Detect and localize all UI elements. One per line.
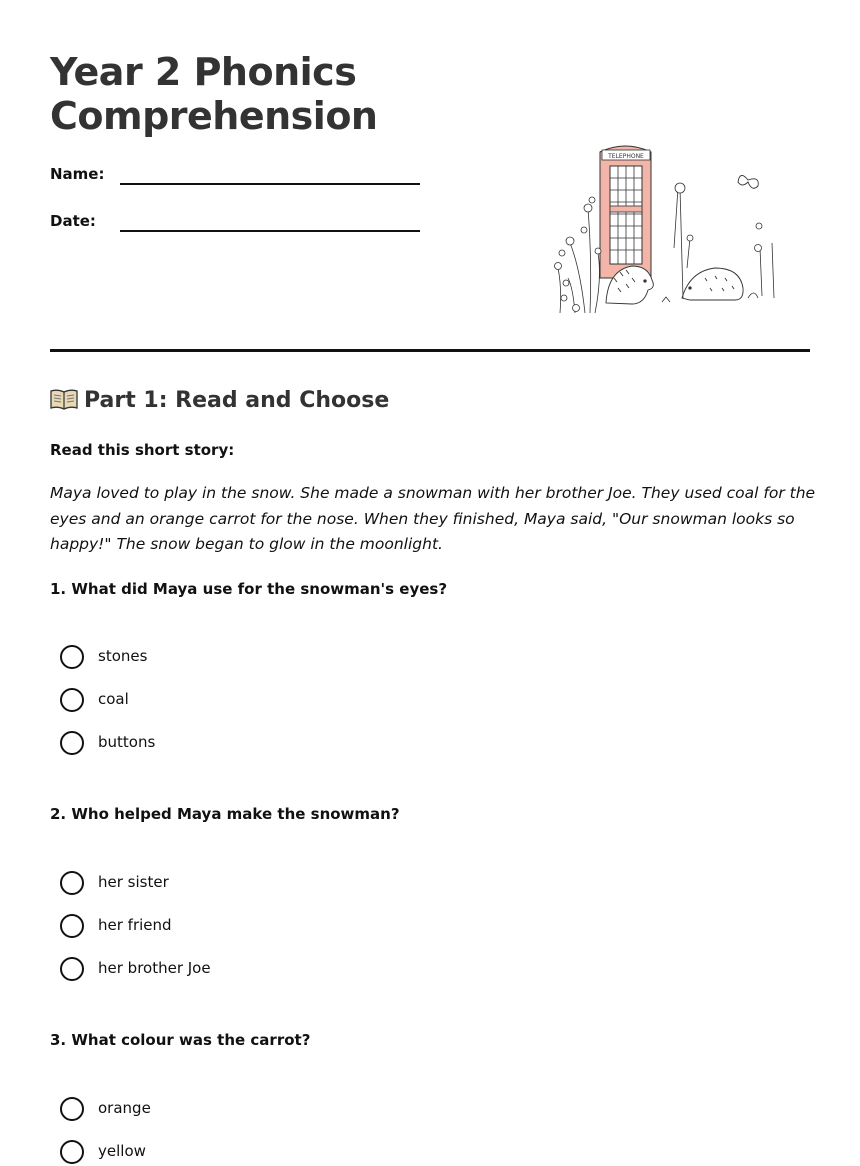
title-line-1: Year 2 Phonics: [50, 50, 357, 94]
radio-button[interactable]: [60, 1140, 84, 1164]
open-book-icon: [50, 388, 78, 410]
radio-button[interactable]: [60, 1097, 84, 1121]
name-field[interactable]: [50, 165, 430, 195]
telephone-box-illustration: [540, 138, 790, 318]
radio-button[interactable]: [60, 957, 84, 981]
title-line-2: Comprehension: [50, 94, 378, 138]
story-text: Maya loved to play in the snow. She made a snowman with her brother Joe. They used coal for the eyes and an orange carrot for the nose. When they finished, Maya said, "Our snowman looks so happy!" The snow began to glow in the moonlight.: [50, 484, 816, 553]
question-2: 2. Who helped Maya make the snowman?: [50, 805, 400, 823]
option-label: her brother Joe: [98, 959, 211, 977]
butterfly-icon: [738, 175, 758, 188]
radio-button[interactable]: [60, 645, 84, 669]
radio-button[interactable]: [60, 688, 84, 712]
date-label: Date:: [50, 212, 96, 230]
name-label: Name:: [50, 165, 105, 183]
name-line[interactable]: [120, 183, 420, 185]
option-label: yellow: [98, 1142, 146, 1160]
radio-button[interactable]: [60, 914, 84, 938]
date-line[interactable]: [120, 230, 420, 232]
telephone-box: [600, 146, 651, 278]
page-title: [50, 50, 377, 138]
question-3: 3. What colour was the carrot?: [50, 1031, 311, 1049]
option-label: coal: [98, 690, 129, 708]
part1-heading-text: Part 1: Read and Choose: [84, 388, 390, 413]
option-label: orange: [98, 1099, 151, 1117]
hedgehog-right-icon: [682, 268, 743, 300]
radio-button[interactable]: [60, 871, 84, 895]
date-field[interactable]: [50, 212, 430, 242]
story-intro: Read this short story:: [50, 441, 235, 459]
option-label: her friend: [98, 916, 172, 934]
option-label: stones: [98, 647, 148, 665]
header-divider: [50, 349, 810, 352]
option-label: buttons: [98, 733, 156, 751]
question-1: 1. What did Maya use for the snowman's eyes?: [50, 580, 448, 598]
radio-button[interactable]: [60, 731, 84, 755]
telephone-sign: TELEPHONE: [608, 153, 644, 160]
part1-heading: [50, 388, 389, 413]
option-label: her sister: [98, 873, 169, 891]
